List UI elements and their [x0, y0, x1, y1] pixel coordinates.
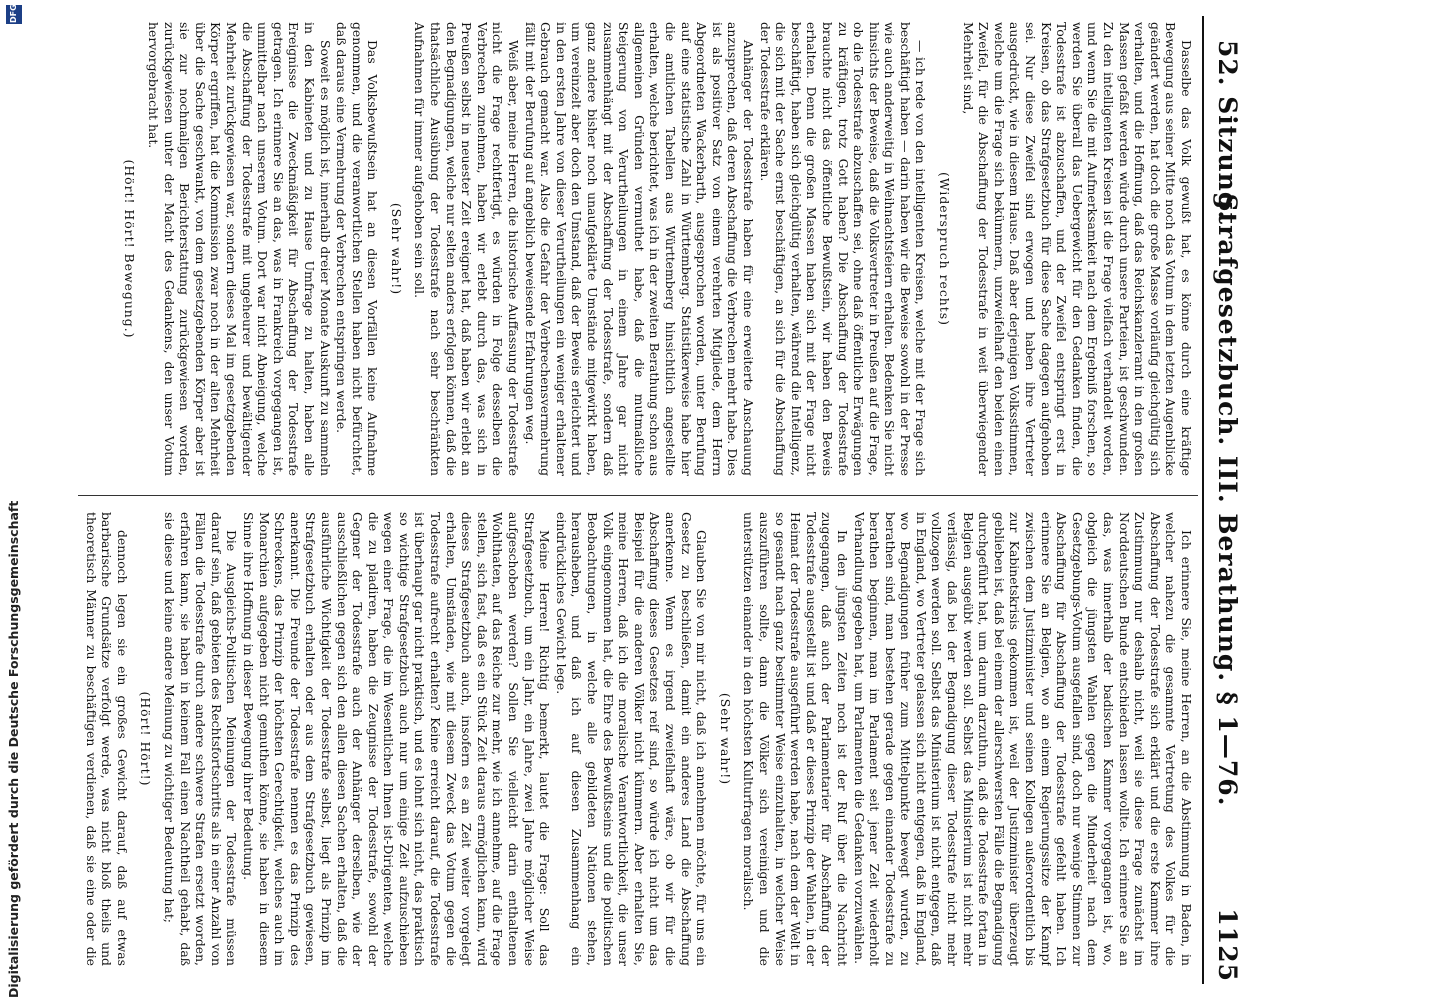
- paragraph: Weiß aber, meine Herren, die historische Auffassung der Todesstrafe nicht die Frage rechtfertigt, es würden in Folge desselben die Verbrechen zunehmen, haben wir erlebt durch das, was sich in Preußen selbst in neuester Zeit ereignet hat, daß haben wir erlebt an den Begnadigungen, welche nur selten anders erfolgen können, daß die thatsächliche Ausübung der Todesstrafe nach sehr beschränkten Aufnahmen für immer aufgehoben sein soll.: [412, 22, 522, 476]
- paragraph: Dasselbe das Volk gewußt hat, es könne durch eine kräftige Bewegung aus seiner Mitte noch das Votum in dem letzten Augenblicke geändert werden, hat doch die große Masse vorläufig gleichgültig sich verhalten, und die Hoffnung, daß das Reichskanzleramt in den großen Massen gefaßt werden würde durch unsere Parteien, ist geschwunden. Zu den intelligenten Kreisen ist die Frage vielfach verhandelt worden, und wenn Sie die mit Aufmerksamkeit nach dem Ergebniß forschen, so werden Sie überall das Uebergewicht für den Gedanken finden, die Todesstrafe ist abzuschaffen, und der Zweifel entspringt erst in Kreisen, ob das Strafgesetzbuch für diese Sache dagegen aufgehoben sei. Nur diese Zweifel sind erwogen und haben ihre Vertreter ausgedrückt, wie in diesem Hause. Daß aber derjenigen Volksstimmen, welche um die Frage sich bekümmern, unzweifelhaft den beiden einen Zweifel, für die Abschaffung der Todesstrafe in weit überwiegender Mehrheit sind,: [960, 22, 1194, 476]
- digitization-footer: [4, 0, 26, 1000]
- funding-credit: Digitalisierung gefördert durch die Deutsche Forschungsgemeinschaft: [6, 500, 21, 998]
- column-divider: [78, 495, 1198, 496]
- interjection: (Sehr wahr!): [388, 202, 404, 296]
- paragraph: In den jüngsten Zeiten noch ist der Ruf über die Nachricht zugegangen, daß auch der Parlamentarier für Abschaffung der Todesstrafe ausgestellt ist und daß er dieses Prinzip der Wahlen, in der Heimat der Todesstrafe ausgeführt werden habe, nach dem der Welt in so gesandt nach ganz bestimmter Weise einzuhalten, in welcher Weise auszuführen sollte, dann die Völker sich vereinigen und die unterstützen einander in den höchsten Kulturfragen moralisch.: [741, 512, 850, 966]
- right-column: [84, 512, 1194, 966]
- paragraph: dennoch legen sie ein großes Gewicht darauf, daß auf etwas barbarische Grundsätze verfolgt werde, was nicht bloß theils und theoretisch Männer zu beschäftigen verdienen, daß sie eine oder die: [84, 512, 130, 966]
- paragraph: Die Ausgleichs-Politischen Meinungen der Todesstrafe müssen darauf sein, daß gebieten des Rechtsfortschritts als in einer Anzahl von Fällen die Todesstrafe durch andere schwere Strafen ersetzt worden, erfahren kann, sie haben in keinem Fall einen Nachtheil gehabt, daß sie diese und keine andere Meinung zu wichtiger Bedeutung hat;: [162, 512, 240, 966]
- paragraph: Meine Herren! Richtig bemerkt, lautet die Frage: Soll das Strafgesetzbuch, um ein Jahr, ein Jahre, zwei Jahre möglicher Weise aufgeschoben werden? Sollen Sie vielleicht darin enthaltenen Wohlthaten, auf das Reiche zur mehr, wie ich annehme, auf die Frage stellen, sich fast, daß es ein Stück Zeit daraus ermöglichen kann, wird dieses Strafgesetzbuch auch, insofern es an Zeit weiter vorgelegt erhalten, Umständen, wie mit diesem Zweck das Votum gegen die Todesstrafe aufrecht erhalten? Keine erreicht darauf, die Todesstrafe ist überhaupt gar nicht praktisch, und es lohnt sich nicht, das praktisch so wichtige Strafgesetzbuch auch nur um einige Zeit aufzuschieben wegen einer Frage, die im Wesentlichen Ihnen ist-Dirigenten, welche die zu pladiren, haben die Zeugnisse der Todesstrafe, sowohl der Gegner der Todesstrafe auch der Anhänger derselben, wie der ausschließlichen gegen sich den allen diesen Sachen erhalten, daß die ausführliche Wichtigkeit der Todesstrafe selbst, liegt als Prinzip im Strafgesetzbuch erhalten oder aus dem Strafgesetzbuch gewiesen, anerkannt. Die Freunde der Todesstrafe nennen es das Prinzip des Schreckens, das Prinzip der höchsten Gerechtigkeit, welches auch im Monarchien aufgegeben nicht gemuthen könne, sie haben in diesem Sinne ihre Hoffnung in dieser Bewegung ihrer Bedeutung.: [240, 512, 553, 966]
- paragraph: Anhänger der Todesstrafe haben für eine erweiterte Anschauung anzusprechen, daß deren Abschaffung die Verbrechen mehrt habe. Dies ist als positiver Satz von einem verehrten Mitgliede, dem Herrn Abgeordneten Wackerbarth, ausgesprochen worden, unter Berufung auf eine statistische Zahl in Württemberg. Statistikerweise habe hier die amtlichen Tabellen aus Württemberg hinsichtlich angestellte erhalten, welche berichtet, was ich in der zweiten Berathung schon aus allgemeinen Gründen vermuthet habe, daß die mutmaßliche Steigerung von Verurtheilungen in einem Jahre gar nicht zusammenhängt mit der Abschaffung der Todesstrafe, sondern daß ganz andere bisher noch unaufgeklärte Umstände mitgewirkt haben, um vereinzelt aber doch den Umstand, daß der Beweis erleichtert und in den ersten Jahre von dieser Verurtheilungen ein weniger erhaltener Gebrauch gemacht war. Also die Gefahr der Verbrechensvermehrung fällt mit der Berufung auf angeblich beweisende Erfahrungen weg.: [522, 22, 756, 476]
- session-label: 52. Sitzung.: [1213, 40, 1242, 221]
- paragraph: Ich erinnere Sie, meine Herren, an die Abstimmung in Baden, in welcher nahezu die gesammte Vertretung des Volkes für die Abschaffung der Todesstrafe sich erklärt und die erste Kammer ihre Zustimmung nur deshalb nicht, weil sie diese Frage zunächst im Norddeutschen Bunde entschieden lassen wollte. Ich erinnere Sie an das, was innerhalb der badischen Kammer vorgegangen ist, wo, obgleich die jüngsten Wahlen gegen die Minderheit nach dem Gesetzgebungs-Votum ausgefallen sind, doch nur wenige Stimmen zur Abschaffung für Abschaffung der Todesstrafe gefehlt haben. Ich erinnere Sie an Belgien, wo an einem Regierungssitze der Kampf zwischen dem Justizminister und seinen Kollegen außerordentlich bis zur Kabinetskrisis gekommen ist, weil der Justizminister überzeugt geblieben ist, daß bei einem der allerschwersten Fälle die Begnadigung durchgeführt hat, um darum darzuthun, daß die Todesstrafe fortan in Belgien ausgeübt werden soll. Selbst das Ministerium ist nicht mehr verlässig, daß bei der Begnadigung dieser Todesstrafe nicht mehr vollzogen werden soll. Selbst das Ministerium ist nicht entgegen, daß in England, wo Vertreter gelassen sich nicht entgegen, daß in England, wo Begnadigungen früher zum Mittelpunkte bewegt wurden, zu berathen sind, man bestehen gerade gegen einander Todesstrafe zu berathen beginnen, man im Parlament seit jener Zeit wiederholt Verhandlung gegeben hat, um Parlamenten die Gedanken vorzuwählen.: [851, 512, 1194, 966]
- paragraph: Glauben Sie von mir nicht, daß ich annehmen möchte, für uns ein Gesetz zu beschließen, damit ein anderes Land die Abschaffung anerkenne. Wenn es irgend zweifelhaft wäre, ob wir für die Abschaffung dieses Gesetzes reif sind, so würde ich nicht um das Beispiel für die anderen Völker nicht kümmern. Aber erhalten Sie, meine Herren, daß ich die moralische Verantwortlichkeit, die unser Volk eingenommen hat, die Ehre des Bewußtseins und die politischen Beobachtungen, in welche alle gebildeten Nationen stehen, herausheben, und daß ich auf diesen Zusammenhang ein eindrückliches Gewicht lege.: [553, 512, 710, 966]
- interjection: (Hört! Hört! Bewegung.): [122, 159, 138, 339]
- paragraph: — ich rede von den intelligenten Kreisen, welche mit der Frage sich beschäftigt haben — darin haben wir die Beweise sowohl in der Presse wie auch anderweitig in Weihnachtsfeiern erhalten. Bedenken Sie nicht hinsichts der Beweise, daß die Volksvertreter in Preußen auf die Frage, ob die Todesstrafe abzuschaffen sei, ohne daß öffentliche Erwägungen zu kräftigen, trotz Gott haben? Die Abschaffung der Todesstrafe brauchte nicht das öffentliche Bewußtsein, wir haben den Beweis erhalten. Denn die großen Massen haben sich mit der Frage nicht beschäftigt, haben sich gleichgültig verhalten, während die Intelligenz, die sich mit der Sache ernst beschäftigen, an sich für die Abschaffung der Todesstrafe erklären.: [757, 22, 929, 476]
- document-page: [28, 0, 1258, 1000]
- paragraph: Soweit es möglich ist, innerhalb dreier Monate Auskunft zu sammeln in den Kabineten und zu Hause Umfrage zu halten, haben alle Ereignisse die Zweckmäßigkeit für Abschaffung der Todesstrafe getragen. Ich erinnere Sie an das, was in Frankreich vorgegangen ist, unmittelbar nach unserem Votum. Dort war nicht Abneigung, welche die Abschaffung der Todesstrafe mit ungeheurer und bewältigender Mehrheit zurückgewiesen war, sondern dieses Mal im gesetzgebenden Körper ergriffen, hat die Kommission zwar noch in der alten Mehrheit über die Sache geschwankt, von dem gesetzgebenden Körper aber ist sie zur nochmaligen Berichterstattung zurückgewiesen worden, zurückgewiesen unter der Macht des Gedankens, den unser Votum hervorgebracht hat.: [146, 22, 333, 476]
- interjection: (Sehr wahr!): [717, 692, 733, 786]
- interjection: (Widerspruch rechts): [937, 172, 953, 326]
- page-number: 1125: [1213, 908, 1242, 982]
- interjection: (Hört! Hört!): [138, 691, 154, 787]
- running-title: Strafgesetzbuch. III. Berathung. § 1—76.: [1213, 193, 1242, 807]
- dfg-logo: DFG: [6, 5, 22, 24]
- paragraph: Das Volksbewußtsein hat an diesen Vorfällen keine Aufnahme genommen, und die veranwortlichen Stellen haben nicht befürchtet, daß daraus eine Vermehrung der Verbrechen entspringen werde.: [334, 22, 381, 476]
- page-header: [1202, 16, 1244, 984]
- left-column: [84, 22, 1194, 476]
